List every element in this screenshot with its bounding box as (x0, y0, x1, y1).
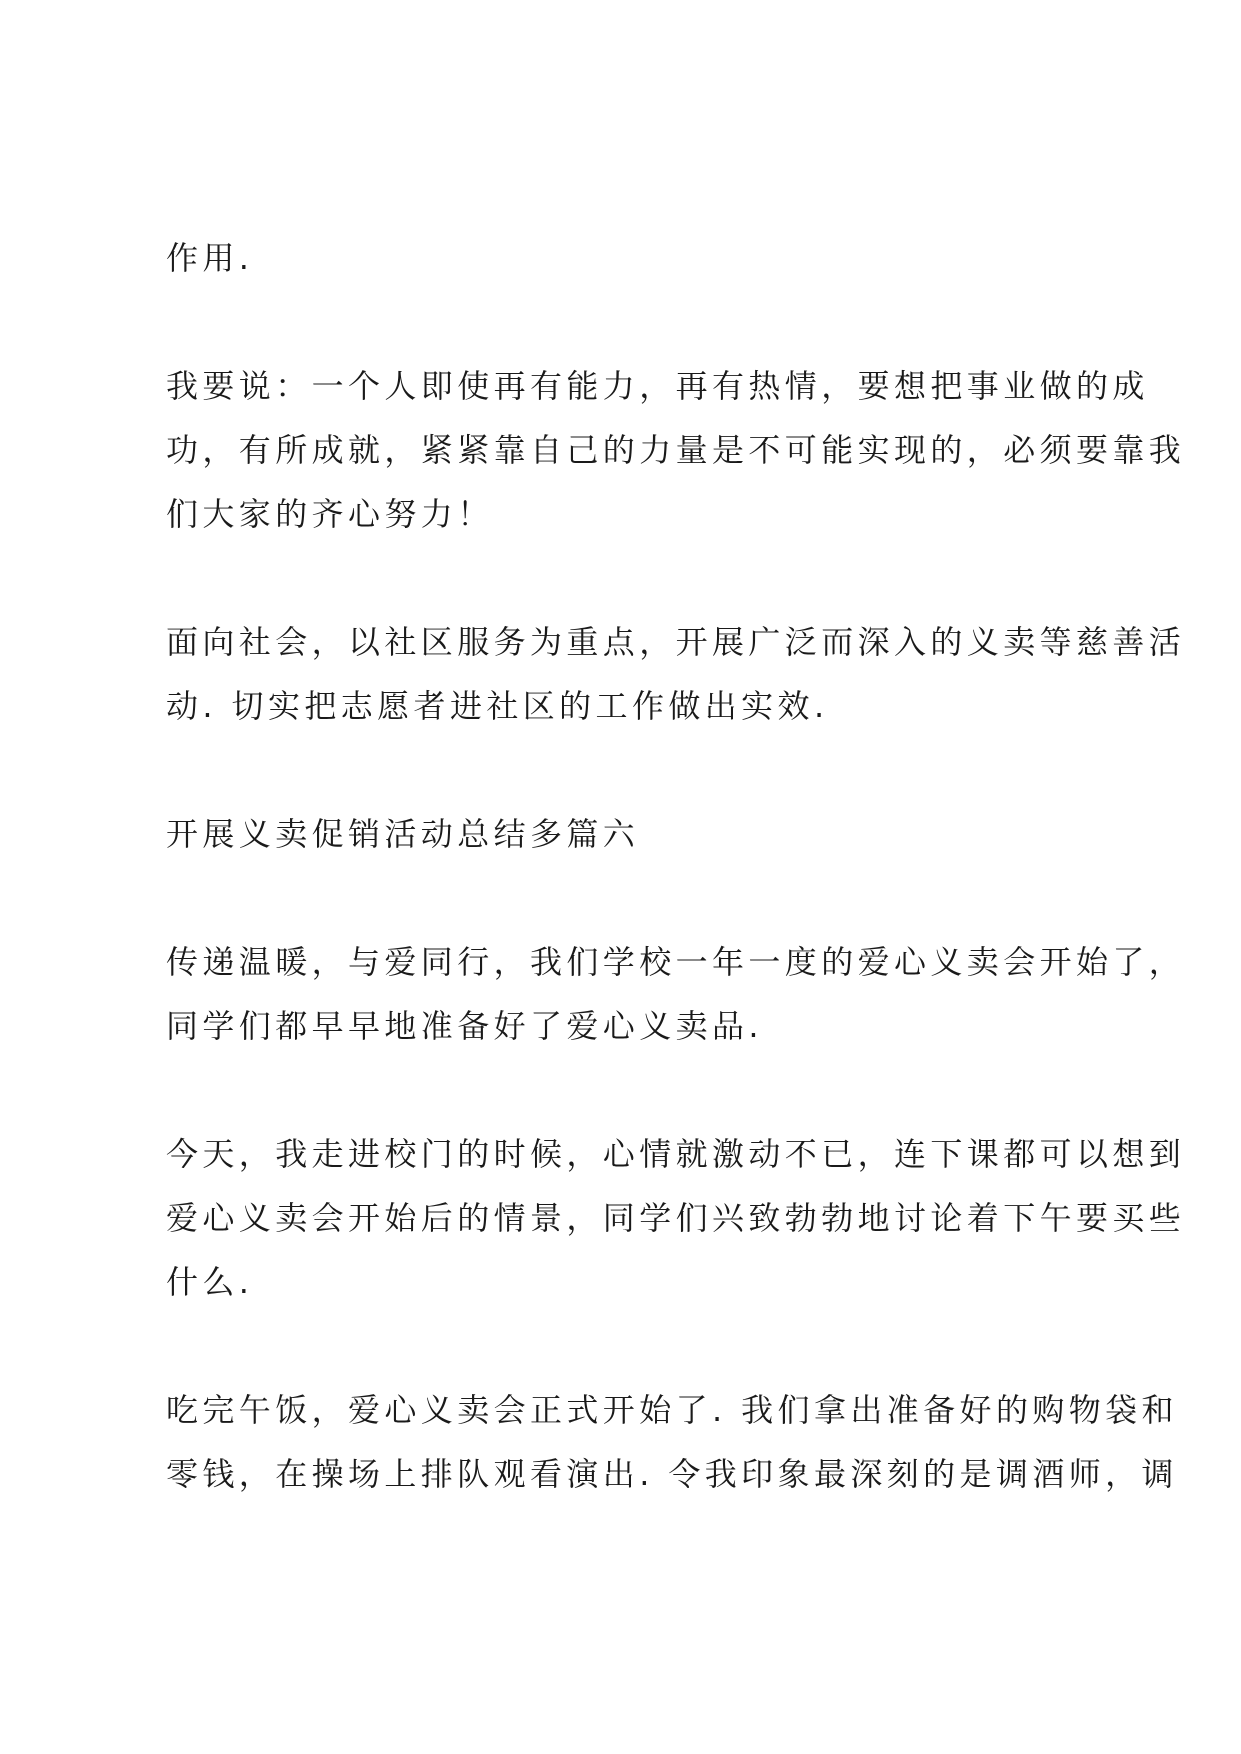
text-line: 今天，我走进校门的时候，心情就激动不已，连下课都可以想到 (166, 1135, 1186, 1173)
text-line: 同学们都早早地准备好了爱心义卖品. (166, 1007, 763, 1045)
paragraph (166, 610, 1186, 738)
paragraph (166, 1122, 1186, 1314)
text-line: 传递温暖，与爱同行，我们学校一年一度的爱心义卖会开始了， (166, 943, 1186, 981)
text-line: 零钱，在操场上排队观看演出. 令我印象最深刻的是调酒师，调 (166, 1455, 1178, 1493)
document-body (166, 226, 1186, 1506)
text-line: 们大家的齐心努力！ (166, 495, 494, 533)
paragraph (166, 226, 1096, 290)
paragraph (166, 930, 1186, 1058)
section-heading (166, 802, 1096, 866)
text-line: 动. 切实把志愿者进社区的工作做出实效. (166, 687, 829, 725)
text-line: 我要说：一个人即使再有能力，再有热情，要想把事业做的成 (166, 367, 1149, 405)
paragraph (166, 1378, 1178, 1506)
text-line: 爱心义卖会开始后的情景，同学们兴致勃勃地讨论着下午要买些 (166, 1199, 1186, 1237)
text-line: 什么. (166, 1263, 254, 1301)
text-line: 面向社会，以社区服务为重点，开展广泛而深入的义卖等慈善活 (166, 623, 1186, 661)
text-line: 开展义卖促销活动总结多篇六 (166, 815, 640, 853)
paragraph (166, 354, 1186, 546)
text-line: 功，有所成就，紧紧靠自己的力量是不可能实现的，必须要靠我 (166, 431, 1186, 469)
text-line: 吃完午饭，爱心义卖会正式开始了. 我们拿出准备好的购物袋和 (166, 1391, 1178, 1429)
text-line: 作用. (166, 239, 254, 277)
